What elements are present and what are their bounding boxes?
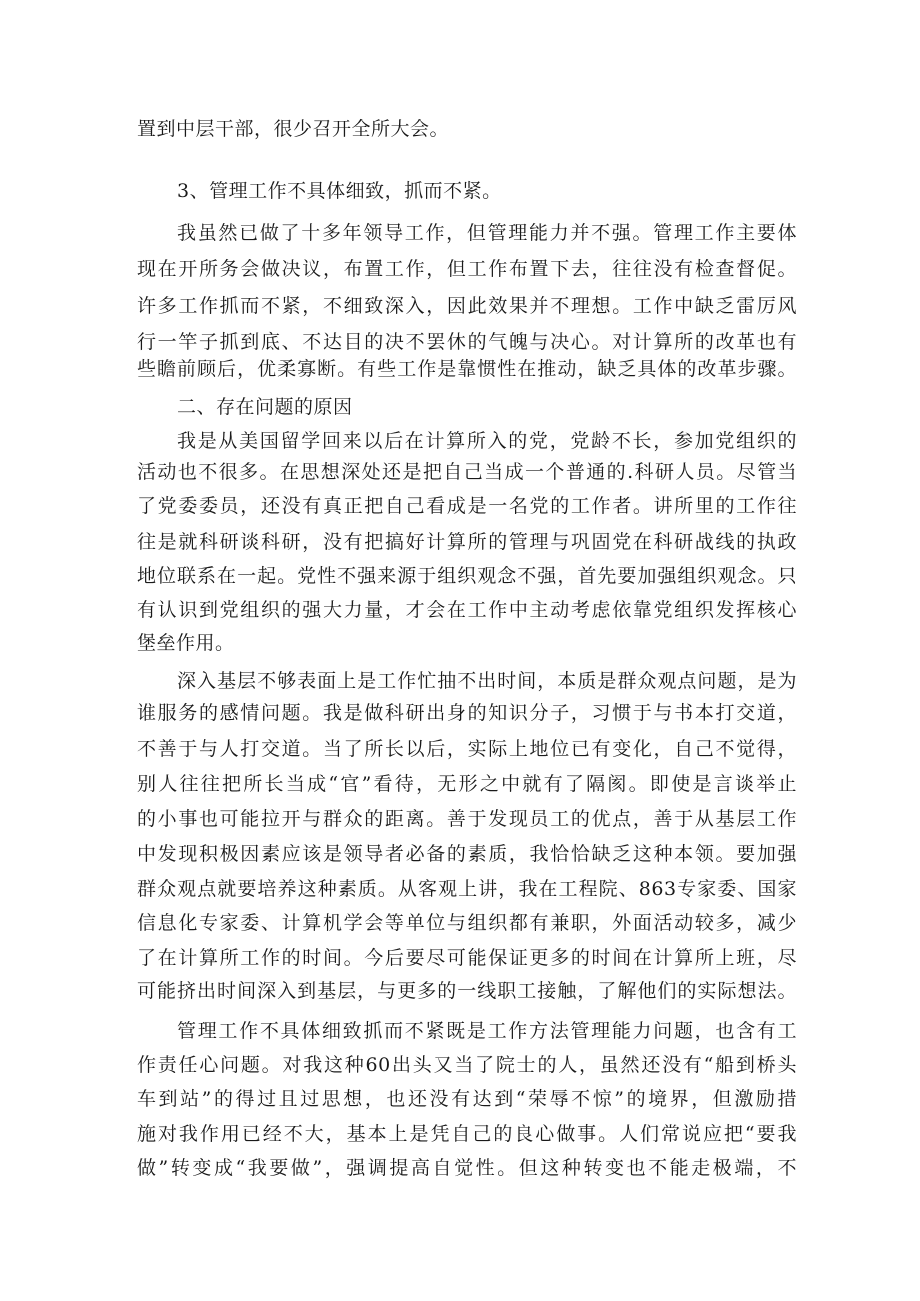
text-line: 行一竿子抓到底、不达目的决不罢休的气魄与决心。对计算所的改革也有 bbox=[137, 331, 797, 353]
text-line: 了在计算所工作的时间。今后要尽可能保证更多的时间在计算所上班，尽 bbox=[137, 947, 797, 969]
text-line: 往是就科研谈科研，没有把搞好计算所的管理与巩固党在科研战线的执政 bbox=[137, 531, 797, 553]
text-line: 做”转变成“我要做”，强调提高自觉性。但这种转变也不能走极端，不 bbox=[137, 1157, 797, 1179]
text-line: 地位联系在一起。党性不强来源于组织观念不强，首先要加强组织观念。只 bbox=[137, 565, 797, 587]
text-line: 管理工作不具体细致抓而不紧既是工作方法管理能力问题，也含有工 bbox=[177, 1020, 797, 1042]
text-line: 车到站”的得过且过思想，也还没有达到“荣辱不惊”的境界，但激励措 bbox=[137, 1088, 797, 1110]
text-line: 现在开所务会做决议，布置工作，但工作布置下去，往往没有检查督促。 bbox=[137, 258, 797, 280]
text-line: 可能挤出时间深入到基层，与更多的一线职工接触，了解他们的实际想法。 bbox=[137, 980, 797, 1002]
section-heading: 二、存在问题的原因 bbox=[177, 396, 353, 418]
text-line: 施对我作用已经不大，基本上是凭自己的良心做事。人们常说应把“要我 bbox=[137, 1123, 797, 1145]
text-line: 作责任心问题。对我这种60出头又当了院士的人，虽然还没有“船到桥头 bbox=[137, 1054, 797, 1076]
text-line: 深入基层不够表面上是工作忙抽不出时间，本质是群众观点问题，是为 bbox=[177, 670, 797, 692]
text-line: 我虽然已做了十多年领导工作，但管理能力并不强。管理工作主要体 bbox=[177, 222, 797, 244]
text-line: 许多工作抓而不紧，不细致深入，因此效果并不理想。工作中缺乏雷厉风 bbox=[137, 295, 797, 317]
text-line: 有认识到党组织的强大力量，才会在工作中主动考虑依靠党组织发挥核心 bbox=[137, 599, 797, 621]
text-line: 不善于与人打交道。当了所长以后，实际上地位已有变化，自己不觉得， bbox=[137, 738, 797, 760]
text-line: 群众观点就要培养这种素质。从客观上讲，我在工程院、863专家委、国家 bbox=[137, 878, 797, 900]
text-line: 堡垒作用。 bbox=[137, 632, 235, 654]
section-heading: 3、管理工作不具体细致，抓而不紧。 bbox=[177, 180, 502, 202]
text-line: 置到中层干部，很少召开全所大会。 bbox=[137, 118, 450, 140]
text-line: 我是从美国留学回来以后在计算所入的党，党龄不长，参加党组织的 bbox=[177, 430, 797, 452]
text-line: 些瞻前顾后，优柔寡断。有些工作是靠惯性在推动，缺乏具体的改革步骤。 bbox=[137, 358, 797, 380]
text-line: 信息化专家委、计算机学会等单位与组织都有兼职，外面活动较多，减少 bbox=[137, 912, 797, 934]
text-line: 谁服务的感情问题。我是做科研出身的知识分子，习惯于与书本打交道， bbox=[137, 702, 797, 724]
text-line: 的小事也可能拉开与群众的距离。善于发现员工的优点，善于从基层工作 bbox=[137, 808, 797, 830]
text-line: 了党委委员，还没有真正把自己看成是一名党的工作者。讲所里的工作往 bbox=[137, 495, 797, 517]
text-line: 活动也不很多。在思想深处还是把自己当成一个普通的.科研人员。尽管当 bbox=[137, 461, 797, 483]
text-line: 中发现积极因素应该是领导者必备的素质，我恰恰缺乏这种本领。要加强 bbox=[137, 843, 797, 865]
text-line: 别人往往把所长当成“官”看待，无形之中就有了隔阂。即使是言谈举止 bbox=[137, 773, 797, 795]
